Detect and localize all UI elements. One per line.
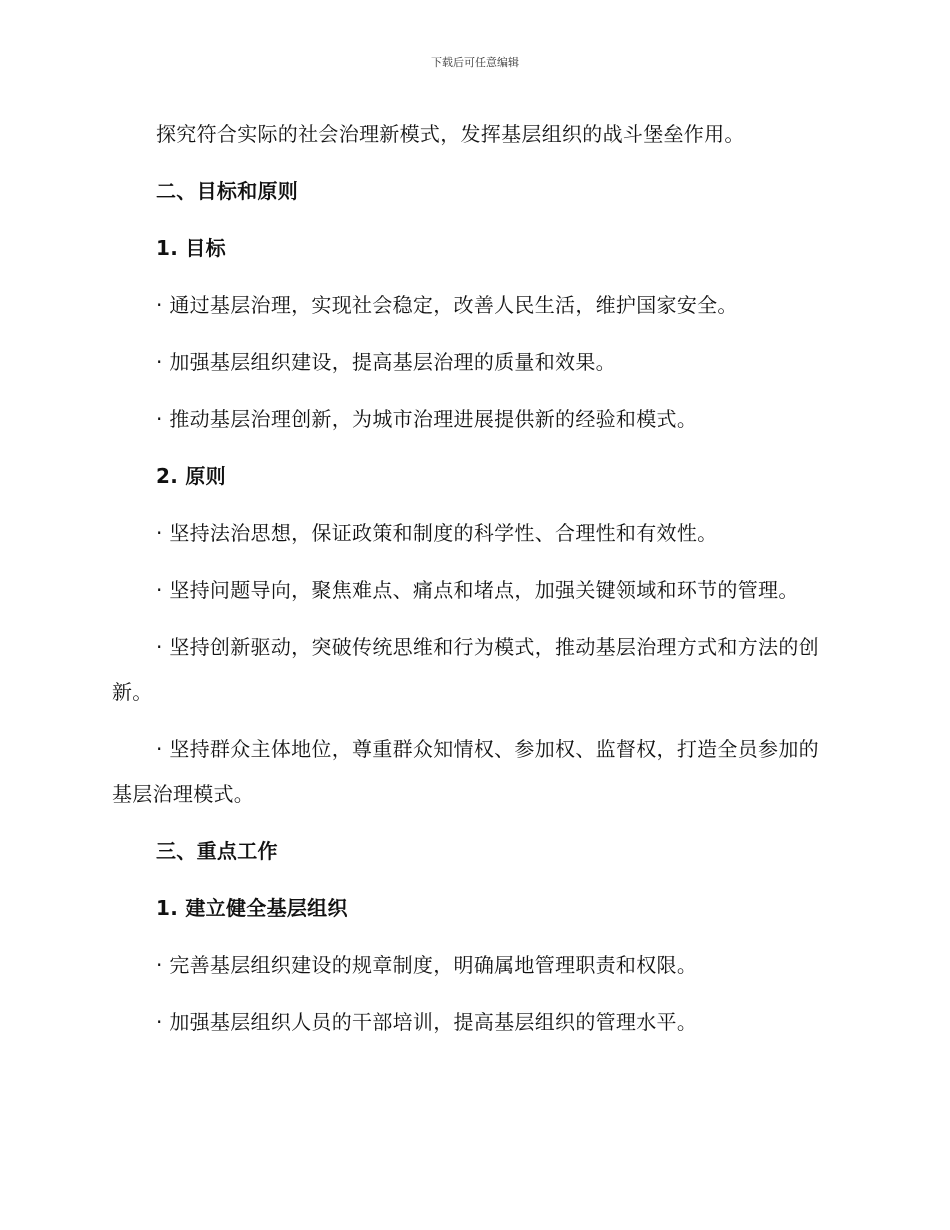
goal-item-2: · 加强基层组织建设，提高基层治理的质量和效果。 [156, 350, 616, 374]
goal-item-1: · 通过基层治理，实现社会稳定，改善人民生活，维护国家安全。 [156, 293, 738, 317]
goal-item-3: · 推动基层治理创新，为城市治理进展提供新的经验和模式。 [156, 407, 698, 431]
principle-item-2: · 坚持问题导向，聚焦难点、痛点和堵点，加强关键领域和环节的管理。 [156, 578, 799, 602]
work-item-2: · 加强基层组织人员的干部培训，提高基层组织的管理水平。 [156, 1010, 698, 1034]
section-heading-key-work: 三、重点工作 [156, 839, 278, 863]
subheading-principles: 2. 原则 [156, 464, 226, 488]
intro-paragraph: 探究符合实际的社会治理新模式，发挥基层组织的战斗堡垒作用。 [156, 122, 745, 146]
document-body [112, 112, 826, 1057]
work-item-1: · 完善基层组织建设的规章制度，明确属地管理职责和权限。 [156, 953, 698, 977]
principle-item-4: · 坚持群众主体地位，尊重群众知情权、参加权、监督权，打造全员参加的基层治理模式。 [112, 737, 819, 806]
section-heading-goals-principles: 二、目标和原则 [156, 179, 299, 203]
page-header: 下载后可任意编辑 [431, 56, 519, 69]
subheading-goals: 1. 目标 [156, 236, 226, 260]
subheading-build-organization: 1. 建立健全基层组织 [156, 896, 348, 920]
principle-item-3: · 坚持创新驱动，突破传统思维和行为模式，推动基层治理方式和方法的创新。 [112, 635, 819, 704]
principle-item-1: · 坚持法治思想，保证政策和制度的科学性、合理性和有效性。 [156, 521, 718, 545]
